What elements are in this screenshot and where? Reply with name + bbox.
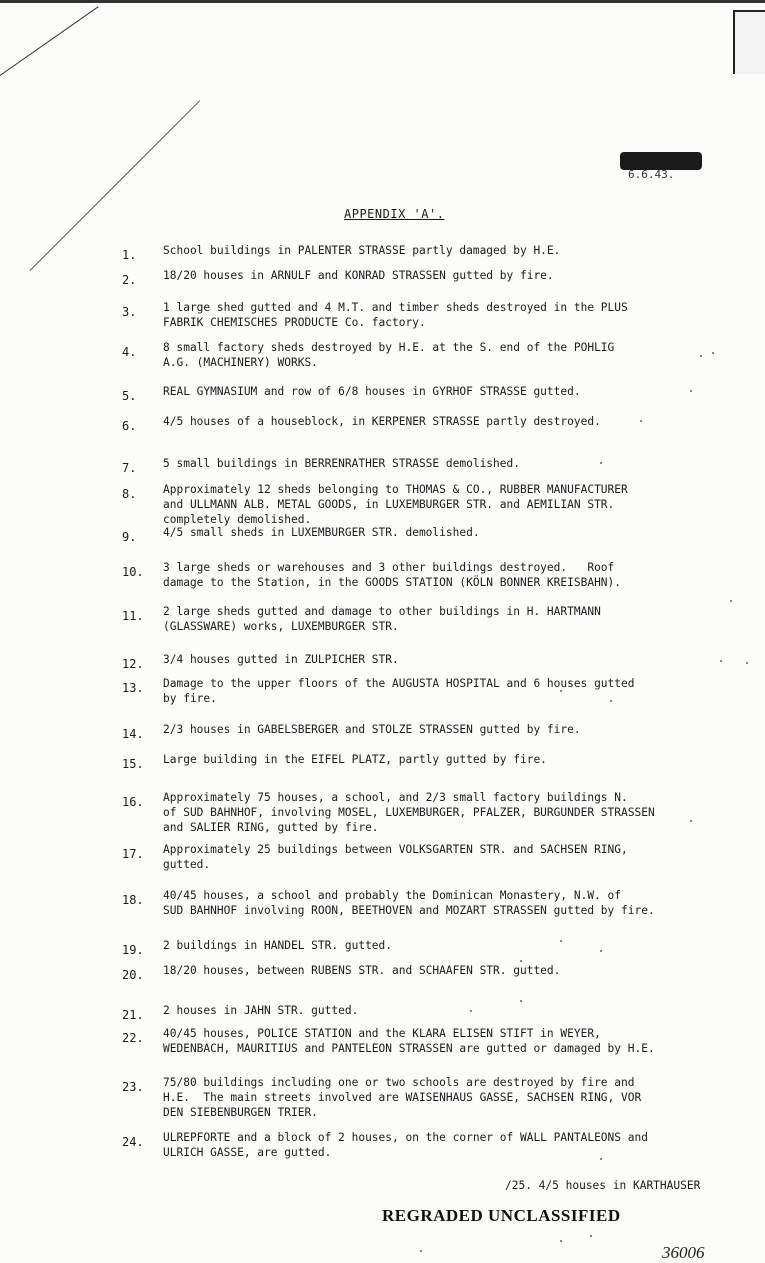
- item-text: [163, 1026, 753, 1056]
- item-text-line: of SUD BAHNHOF, involving MOSEL, LUXEMBURGER, PFALZER, BURGUNDER STRASSEN: [163, 806, 655, 819]
- classification-stamp: REGRADED UNCLASSIFIED: [382, 1206, 621, 1225]
- item-text-line: DEN SIEBENBURGEN TRIER.: [163, 1106, 318, 1119]
- item-text-line: 4/5 houses of a houseblock, in KERPENER STRASSE partly destroyed.: [163, 415, 601, 428]
- scan-speckle: [690, 820, 692, 822]
- scan-speckle: [746, 662, 748, 664]
- item-text-line: Large building in the EIFEL PLATZ, partly gutted by fire.: [163, 753, 547, 766]
- item-text-line: 2 buildings in HANDEL STR. gutted.: [163, 939, 393, 952]
- scan-speckle: [520, 960, 522, 962]
- scan-speckle: [420, 1250, 422, 1252]
- scan-artifact-line: [0, 6, 99, 76]
- item-number: 2.: [122, 273, 137, 287]
- item-text-line: 3 large sheds or warehouses and 3 other buildings destroyed. Roof: [163, 561, 615, 574]
- item-text-line: 5 small buildings in BERRENRATHER STRASSE demolished.: [163, 457, 520, 470]
- item-text: [163, 722, 753, 737]
- scan-speckle: [560, 940, 562, 942]
- item-text: [163, 560, 753, 590]
- item-number: 17.: [122, 847, 144, 861]
- item-number: 4.: [122, 345, 137, 359]
- item-text: [163, 482, 753, 527]
- item-text-line: FABRIK CHEMISCHES PRODUCTE Co. factory.: [163, 316, 426, 329]
- item-text-line: WEDENBACH, MAURITIUS and PANTELEON STRASSEN are gutted or damaged by H.E.: [163, 1042, 655, 1055]
- scan-speckle: [610, 700, 612, 702]
- item-text: [163, 1003, 753, 1018]
- item-number: 21.: [122, 1008, 144, 1022]
- item-text-line: and SALIER RING, gutted by fire.: [163, 821, 379, 834]
- item-number: 18.: [122, 893, 144, 907]
- list-item: [0, 456, 765, 475]
- item-number: 3.: [122, 305, 137, 319]
- item-text-line: 3/4 houses gutted in ZULPICHER STR.: [163, 653, 399, 666]
- list-item: [0, 963, 765, 982]
- item-text-line: Approximately 25 buildings between VOLKSGARTEN STR. and SACHSEN RING,: [163, 843, 628, 856]
- item-text: [163, 888, 753, 918]
- item-text-line: SUD BAHNHOF involving ROON, BEETHOVEN and MOZART STRASSEN gutted by fire.: [163, 904, 655, 917]
- item-text: [163, 456, 753, 471]
- item-text: [163, 963, 753, 978]
- item-number: 1.: [122, 248, 137, 262]
- scan-speckle: [640, 420, 642, 422]
- item-text: [163, 938, 753, 953]
- list-item: [0, 525, 765, 544]
- item-text: [163, 300, 753, 330]
- scan-speckle: [600, 1158, 602, 1160]
- scan-speckle: [690, 390, 692, 392]
- item-number: 6.: [122, 419, 137, 433]
- list-item: [0, 243, 765, 262]
- item-number: 5.: [122, 389, 137, 403]
- scan-speckle: [600, 950, 602, 952]
- list-item: [0, 752, 765, 771]
- item-text-line: 40/45 houses, POLICE STATION and the KLARA ELISEN STIFT in WEYER,: [163, 1027, 601, 1040]
- item-text-line: School buildings in PALENTER STRASSE partly damaged by H.E.: [163, 244, 561, 257]
- item-text-line: 2 large sheds gutted and damage to other buildings in H. HARTMANN: [163, 605, 601, 618]
- item-text-line: 2/3 houses in GABELSBERGER and STOLZE STRASSEN gutted by fire.: [163, 723, 581, 736]
- item-text-line: 4/5 small sheds in LUXEMBURGER STR. demolished.: [163, 526, 480, 539]
- list-item: [0, 300, 765, 330]
- item-number: 10.: [122, 565, 144, 579]
- item-number: 9.: [122, 530, 137, 544]
- scan-speckle: [700, 355, 702, 357]
- list-item: [0, 482, 765, 527]
- list-item: [0, 676, 765, 706]
- item-text-line: A.G. (MACHINERY) WORKS.: [163, 356, 318, 369]
- item-number: 8.: [122, 487, 137, 501]
- item-text: [163, 414, 753, 429]
- document-reference: 6.6.43.: [628, 168, 675, 181]
- item-number: 11.: [122, 609, 144, 623]
- scan-speckle: [520, 1000, 522, 1002]
- scan-speckle: [590, 1235, 592, 1237]
- scan-speckle: [720, 660, 722, 662]
- item-text-line: 8 small factory sheds destroyed by H.E. at the S. end of the POHLIG: [163, 341, 615, 354]
- item-text: [163, 268, 753, 283]
- list-item: [0, 842, 765, 872]
- list-item: [0, 268, 765, 287]
- scan-speckle: [560, 1240, 562, 1242]
- item-text: [163, 340, 753, 370]
- list-item: [0, 1075, 765, 1120]
- scan-speckle: [712, 352, 714, 354]
- item-number: 14.: [122, 727, 144, 741]
- list-item: [0, 604, 765, 634]
- item-number: 22.: [122, 1031, 144, 1045]
- scan-edge: [0, 0, 765, 3]
- item-text: [163, 752, 753, 767]
- item-text-line: gutted.: [163, 858, 211, 871]
- scan-speckle: [560, 690, 562, 692]
- item-text-line: and ULLMANN ALB. METAL GOODS, in LUXEMBURGER STR. and AEMILIAN STR.: [163, 498, 615, 511]
- continuation-line: /25. 4/5 houses in KARTHAUSER: [505, 1179, 701, 1192]
- item-text-line: H.E. The main streets involved are WAISENHAUS GASSE, SACHSEN RING, VOR: [163, 1091, 642, 1104]
- scan-speckle: [730, 600, 732, 602]
- item-text-line: damage to the Station, in the GOODS STATION (KÖLN BONNER KREISBAHN).: [163, 576, 622, 589]
- item-text-line: 18/20 houses, between RUBENS STR. and SCHAAFEN STR. gutted.: [163, 964, 561, 977]
- item-text-line: by fire.: [163, 692, 217, 705]
- item-text: [163, 604, 753, 634]
- item-number: 16.: [122, 795, 144, 809]
- item-text-line: Approximately 75 houses, a school, and 2/3 small factory buildings N.: [163, 791, 628, 804]
- item-text-line: 18/20 houses in ARNULF and KONRAD STRASSEN gutted by fire.: [163, 269, 554, 282]
- list-item: [0, 790, 765, 835]
- list-item: [0, 384, 765, 403]
- item-number: 15.: [122, 757, 144, 771]
- item-text: [163, 525, 753, 540]
- item-text: [163, 1130, 753, 1160]
- list-item: [0, 938, 765, 957]
- list-item: [0, 652, 765, 671]
- item-number: 12.: [122, 657, 144, 671]
- list-item: [0, 722, 765, 741]
- item-text-line: REAL GYMNASIUM and row of 6/8 houses in GYRHOF STRASSE gutted.: [163, 385, 581, 398]
- item-number: 24.: [122, 1135, 144, 1149]
- item-text-line: 1 large shed gutted and 4 M.T. and timber sheds destroyed in the PLUS: [163, 301, 628, 314]
- item-text-line: completely demolished.: [163, 513, 312, 526]
- item-text: [163, 652, 753, 667]
- item-text: [163, 790, 753, 835]
- item-text-line: Damage to the upper floors of the AUGUSTA HOSPITAL and 6 houses gutted: [163, 677, 635, 690]
- item-number: 13.: [122, 681, 144, 695]
- item-text: [163, 384, 753, 399]
- item-text-line: Approximately 12 sheds belonging to THOMAS & CO., RUBBER MANUFACTURER: [163, 483, 628, 496]
- list-item: [0, 888, 765, 918]
- scan-speckle: [600, 462, 602, 464]
- list-item: [0, 340, 765, 370]
- scan-corner-artifact: [733, 10, 765, 74]
- item-text-line: ULRICH GASSE, are gutted.: [163, 1146, 332, 1159]
- item-text: [163, 676, 753, 706]
- list-item: [0, 1003, 765, 1022]
- list-item: [0, 560, 765, 590]
- list-item: [0, 1026, 765, 1056]
- item-text-line: 40/45 houses, a school and probably the Dominican Monastery, N.W. of: [163, 889, 622, 902]
- item-number: 7.: [122, 461, 137, 475]
- item-text: [163, 1075, 753, 1120]
- handwritten-number: 36006: [662, 1243, 705, 1262]
- item-text-line: ULREPFORTE and a block of 2 houses, on the corner of WALL PANTALEONS and: [163, 1131, 648, 1144]
- item-text-line: 75/80 buildings including one or two schools are destroyed by fire and: [163, 1076, 635, 1089]
- item-number: 19.: [122, 943, 144, 957]
- list-item: [0, 414, 765, 433]
- item-number: 20.: [122, 968, 144, 982]
- item-text: [163, 243, 753, 258]
- item-text: [163, 842, 753, 872]
- scan-speckle: [470, 1010, 472, 1012]
- appendix-heading: APPENDIX 'A'.: [344, 207, 445, 221]
- list-item: [0, 1130, 765, 1160]
- item-number: 23.: [122, 1080, 144, 1094]
- item-text-line: 2 houses in JAHN STR. gutted.: [163, 1004, 359, 1017]
- item-text-line: (GLASSWARE) works, LUXEMBURGER STR.: [163, 620, 399, 633]
